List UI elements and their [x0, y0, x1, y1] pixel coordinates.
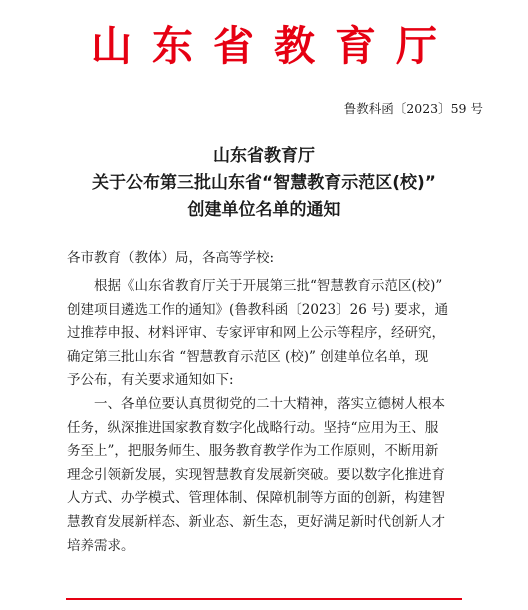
body-line: 根据《山东省教育厅关于开展第三批“智慧教育示范区(校)” [94, 278, 443, 294]
red-divider-rule [66, 598, 462, 600]
title-line-issuer: 山东省教育厅 [213, 146, 315, 166]
body-line: 予公布，有关要求通知如下: [67, 372, 234, 389]
body-line: 务至上”，把服务师生、服务教育教学作为工作原则，不断用新 [67, 443, 439, 460]
body-line: 确定第三批山东省 “智慧教育示范区 (校)” 创建单位名单，现 [67, 348, 429, 365]
body-line: 一、各单位要认真贯彻党的二十大精神，落实立德树人根本 [94, 395, 445, 412]
title-line-notice: 创建单位名单的通知 [187, 200, 341, 220]
body-line: 创建项目遴选工作的通知》(鲁教科函〔2023〕26 号) 要求，通 [67, 301, 449, 318]
body-line: 慧教育发展新样态、新业态、新生态，更好满足新时代创新人才 [67, 513, 445, 530]
document-number: 鲁教科函〔2023〕59 号 [343, 101, 483, 116]
body-line: 人方式、办学模式、管理体制、保障机制等方面的创新，构建智 [67, 490, 445, 507]
salutation: 各市教育（教体）局，各高等学校: [67, 250, 275, 266]
notice-title [0, 143, 528, 224]
body-line: 理念引领新发展，实现智慧教育发展新突破。要以数字化推进育 [67, 466, 445, 483]
body-line: 培养需求。 [67, 537, 135, 554]
body-line: 过推荐申报、材料评审、专家评审和网上公示等程序，经研究， [67, 325, 445, 342]
title-line-subject: 关于公布第三批山东省“智慧教育示范区(校)” [92, 173, 436, 193]
masthead-title: 山东省教育厅 [91, 22, 457, 70]
notice-body [67, 275, 467, 558]
body-line: 任务，纵深推进国家教育数字化战略行动。坚持“应用为王、服 [67, 419, 439, 436]
